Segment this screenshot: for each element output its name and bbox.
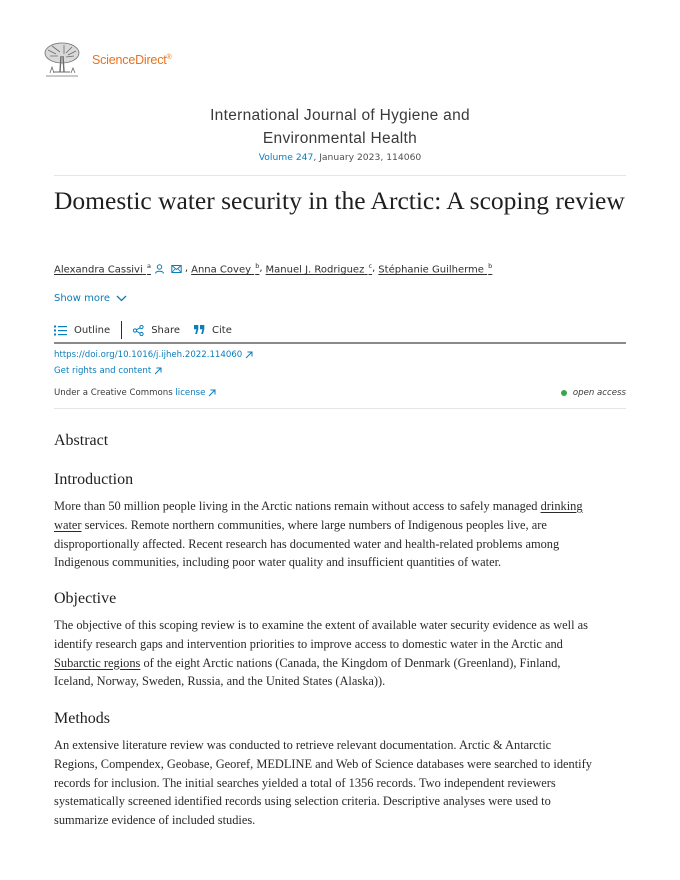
journal-meta [0,152,680,163]
open-access-dot-icon [561,390,567,396]
term-link[interactable]: water [54,517,82,532]
license-info [54,388,216,398]
open-access-badge [561,388,626,398]
outline-button[interactable] [54,325,110,336]
show-more-label: Show more [54,293,111,304]
outline-label: Outline [74,324,111,336]
article-toolbar [54,318,626,344]
author-list [54,262,492,275]
term-link[interactable]: drinking [540,499,583,513]
journal-name-line1[interactable]: International Journal of Hygiene and [210,107,470,124]
article-title: Domestic water security in the Arctic: A scoping review [54,186,625,215]
abstract-heading: Abstract [54,432,109,449]
elsevier-tree-icon [42,42,82,78]
author-link[interactable]: Anna Covey $^b$ [191,262,260,276]
external-link-icon [208,389,216,397]
external-link-icon [245,351,253,359]
share-label: Share [151,324,181,336]
author-link[interactable]: Manuel J. Rodriguez $^c$ [265,262,373,276]
open-access-label: open access [572,388,626,398]
rights-link[interactable] [54,366,162,376]
section-text-methods: An extensive literature review was conducted to retrieve relevant documentation. Arctic & Antarctic Regions, Compendex, Geobase, Georef, MEDLINE and Web of Science databases were searched to identify records for inclusion. The initial searches yielded a total of 1356 records. Two independent reviewers systematically screened identified records using selection criteria. Descriptive analyses were used to summarize evidence of included studies. [54,738,592,828]
quote-icon [194,325,205,335]
license-prefix: Under a Creative Commons [54,388,176,398]
section-heading-objective: Objective [54,590,117,607]
email-icon[interactable] [171,264,182,274]
chevron-down-icon [116,295,127,302]
show-more-button[interactable] [54,293,127,304]
volume-link[interactable]: Volume 247 [258,152,314,163]
doi-link[interactable] [54,350,253,360]
rights-text: Get rights and content [54,366,152,376]
author-link[interactable]: Alexandra Cassivi $^a$ [54,262,151,276]
term-link[interactable]: Subarctic regions [54,655,141,670]
divider [54,408,626,409]
author-separator: , [372,263,376,275]
share-button[interactable] [133,325,180,336]
cite-button[interactable] [194,325,232,336]
license-row [54,388,626,398]
author-separator: , [184,263,189,275]
section-text-objective: The objective of this scoping review is to examine the extent of available water security evidence as well as identify research gaps and intervention priorities to improve access to domestic water in the Arctic and Subarctic regions of the eight Arctic nations (Canada, the Kingdom of Denmark (Greenland), Finland, Iceland, Norway, Sweden, Russia, and the United States (Alaska)). [54,618,588,689]
license-link[interactable]: license [175,388,206,398]
toolbar-divider [121,321,122,339]
list-icon [54,325,67,336]
date-article: , January 2023, 114060 [313,152,422,163]
brand-name: ScienceDirect® [92,53,172,67]
section-heading-methods: Methods [54,710,110,727]
journal-name-line2[interactable]: Environmental Health [262,130,418,147]
cite-label: Cite [212,324,232,336]
doi-text: https://doi.org/10.1016/j.ijheh.2022.114060 [54,350,243,360]
external-link-icon [154,367,162,375]
section-heading-introduction: Introduction [54,471,134,488]
divider [54,175,626,176]
section-text-introduction: More than 50 million people living in the Arctic nations remain without access to safely managed drinking water services. Remote northern communities, where large numbers of Indigenous peoples live, are disproportionally affected. Recent research has documented water and health-related problems among Indigenous communities, including poor water quality and insufficient quantities of water. [54,499,583,570]
author-link[interactable]: Stéphanie Guilherme $^b$ [378,262,493,276]
journal-header [0,104,680,163]
share-icon [133,325,144,336]
sciencedirect-logo[interactable] [42,42,171,78]
person-icon[interactable] [154,264,165,274]
author-separator: , [259,263,263,275]
